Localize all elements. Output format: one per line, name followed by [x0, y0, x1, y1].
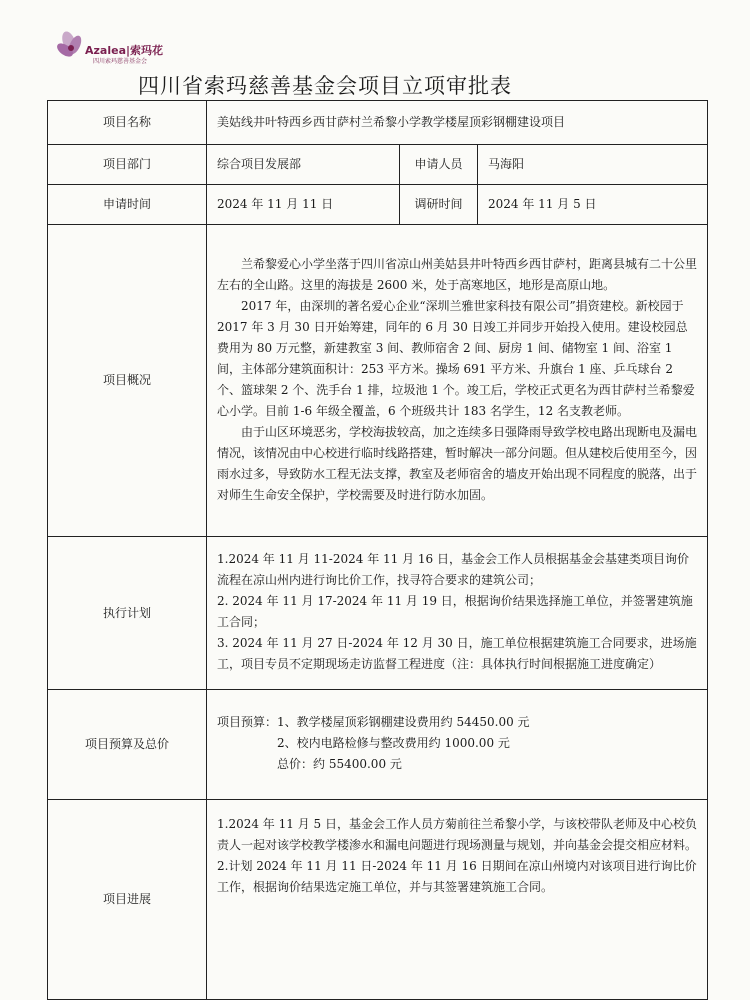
- approval-form-table: [47, 100, 708, 1000]
- row-overview: [48, 225, 708, 537]
- project-name-label: 项目名称: [48, 101, 207, 145]
- budget-label: 项目预算及总价: [48, 690, 207, 800]
- plan-label: 执行计划: [48, 537, 207, 690]
- budget-line-2: 2、校内电路检修与整改费用约 1000.00 元: [277, 736, 510, 750]
- row-project-name: [48, 101, 708, 145]
- department-value: 综合项目发展部: [207, 145, 400, 185]
- overview-label: 项目概况: [48, 225, 207, 537]
- budget-total: 总价：约 55400.00 元: [277, 757, 402, 771]
- budget-content: [207, 690, 708, 800]
- plan-item: 3. 2024 年 11 月 27 日-2024 年 12 月 30 日，施工单位根据建筑施工合同要求，进场施工，项目专员不定期现场走访监督工程进度（注：具体执行时间根据施工进度确定）: [217, 636, 697, 671]
- overview-paragraph: 2017 年，由深圳的著名爱心企业“深圳兰雅世家科技有限公司”捐资建校。新校园于 2017 年 3 月 30 日开始筹建，同年的 6 月 30 日竣工并同步开始投入使用。建设校园总费用为 80 万元整，新建教室 3 间、教师宿舍 2 间、厨房 1 间、储物室 1 间、浴室 1 间，主体部分建筑面积计：253 平方米。操场 691 平方米、升旗台 1 座、乒乓球台 2 个、篮球架 2 个、洗手台 1 排，垃圾池 1 个。竣工后，学校正式更名为西甘萨村兰希黎爱心小学。目前 1-6 年级全覆盖，6 个班级共计 183 名学生，12 名支教老师。: [217, 298, 695, 418]
- page-title: 四川省索玛慈善基金会项目立项审批表: [138, 74, 512, 98]
- logo-org-text: 四川索玛慈善基金会: [93, 58, 148, 65]
- apply-time-label: 申请时间: [48, 185, 207, 225]
- row-progress: [48, 800, 708, 1000]
- plan-content: [207, 537, 708, 690]
- plan-item: 2. 2024 年 11 月 17-2024 年 11 月 19 日，根据询价结果选择施工单位，并签署建筑施工合同；: [217, 594, 693, 629]
- applicant-label: 申请人员: [400, 145, 478, 185]
- row-apply-time: [48, 185, 708, 225]
- applicant-value: 马海阳: [478, 145, 708, 185]
- row-department: [48, 145, 708, 185]
- department-label: 项目部门: [48, 145, 207, 185]
- overview-paragraph: 由于山区环境恶劣，学校海拔较高，加之连续多日强降雨导致学校电路出现断电及漏电情况，该情况由中心校进行临时线路搭建，暂时解决一部分问题。但从建校后使用至今，因雨水过多，导致防水工程无法支撑，教室及老师宿舍的墙皮开始出现不同程度的脱落，出于对师生生命安全保护，学校需要及时进行防水加固。: [217, 424, 698, 502]
- logo-brand-text: Azalea|索玛花: [85, 44, 164, 57]
- apply-time-value: 2024 年 11 月 11 日: [207, 185, 400, 225]
- plan-item: 1.2024 年 11 月 11-2024 年 11 月 16 日，基金会工作人员根据基金会基建类项目询价流程在凉山州内进行询比价工作，找寻符合要求的建筑公司；: [217, 552, 689, 587]
- progress-item: 2.计划 2024 年 11 月 11 日-2024 年 11 月 16 日期间在凉山州境内对该项目进行询比价工作，根据询价结果选定施工单位，并与其签署建筑施工合同。: [217, 859, 697, 894]
- row-plan: [48, 537, 708, 690]
- progress-item: 1.2024 年 11 月 5 日，基金会工作人员方菊前往兰希黎小学，与该校带队老师及中心校负责人一起对该学校教学楼渗水和漏电问题进行现场测量与规划，并向基金会提交相应材料。: [217, 817, 698, 852]
- overview-paragraph: 兰希黎爱心小学坐落于四川省凉山州美姑县井叶特西乡西甘萨村，距离县城有二十公里左右的全山路。这里的海拔是 2600 米，处于高寒地区，地形是高原山地。: [217, 256, 698, 292]
- progress-label: 项目进展: [48, 800, 207, 1000]
- survey-time-label: 调研时间: [400, 185, 478, 225]
- overview-content: [207, 225, 708, 537]
- project-name-value: 美姑线井叶特西乡西甘萨村兰希黎小学教学楼屋顶彩钢棚建设项目: [207, 101, 708, 145]
- budget-line-1: 项目预算：1、教学楼屋顶彩钢棚建设费用约 54450.00 元: [217, 715, 530, 729]
- row-budget: [48, 690, 708, 800]
- azalea-flower-icon: [55, 28, 85, 68]
- progress-content: [207, 800, 708, 1000]
- foundation-logo: [55, 28, 195, 68]
- survey-time-value: 2024 年 11 月 5 日: [478, 185, 708, 225]
